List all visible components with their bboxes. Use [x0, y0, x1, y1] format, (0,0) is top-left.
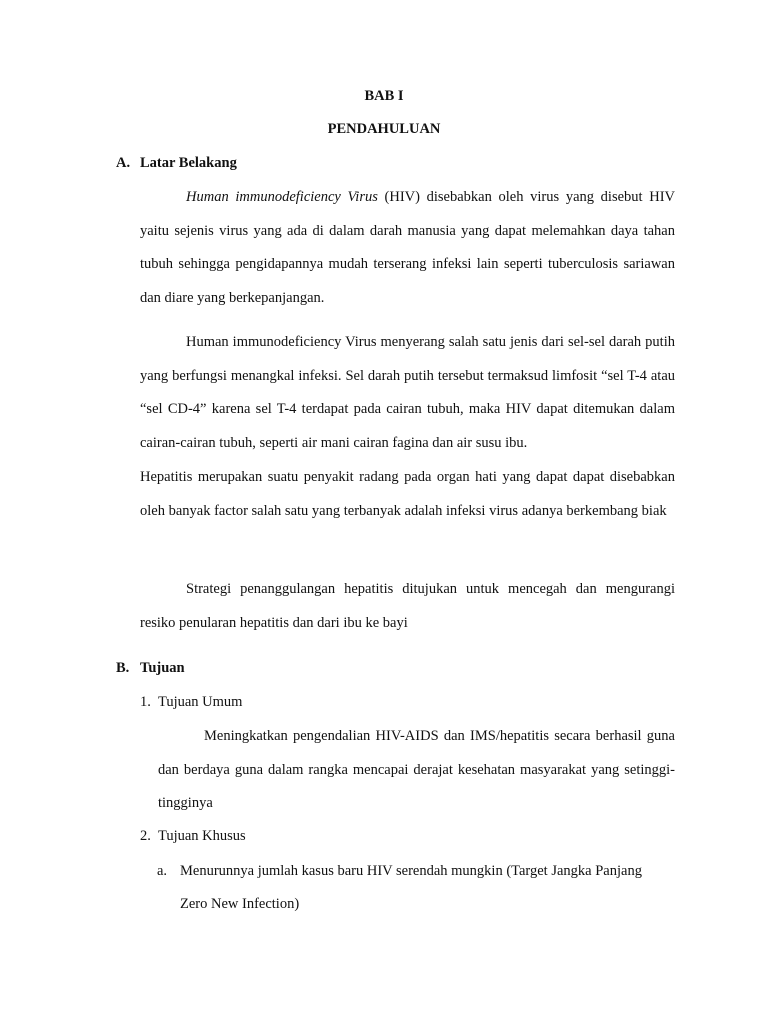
subsection-2-marker: 2.	[140, 828, 151, 844]
list-item-a-line2: Zero New Infection)	[180, 896, 300, 912]
subsection-2-heading	[140, 828, 246, 845]
paragraph-hiv-italic-term: Human immunodeficiency Virus	[186, 189, 378, 205]
chapter-subtitle: PENDAHULUAN	[327, 121, 441, 137]
section-a-heading	[116, 155, 237, 172]
subsection-2-title: Tujuan Khusus	[158, 828, 246, 844]
paragraph-general-goal: Meningkatkan pengendalian HIV-AIDS dan IMS/hepatitis secara berhasil guna dan berdaya guna dalam rangka mencapai derajat kesehatan masyarakat yang setinggi-tingginya	[158, 728, 675, 812]
subsection-1-title: Tujuan Umum	[158, 694, 243, 710]
paragraph-hiv-attack: Human immunodeficiency Virus menyerang salah satu jenis dari sel-sel darah putih yang berfungsi menangkal infeksi. Sel darah putih tersebut termaksud limfosit “sel T-4 atau “sel CD-4” karena sel T-4 terdapat pada cairan tubuh, maka HIV dapat ditemukan dalam cairan-cairan tubuh, seperti air mani cairan fagina dan air susu ibu.	[140, 334, 675, 451]
list-item-a-marker: a.	[157, 863, 168, 879]
section-b-heading	[116, 660, 185, 677]
list-item-a-line1: Menurunnya jumlah kasus baru HIV serendah mungkin (Target Jangka Panjang	[180, 863, 642, 879]
paragraph-strategy: Strategi penanggulangan hepatitis ditujukan untuk mencegah dan mengurangi resiko penularan hepatitis dan dari ibu ke bayi	[140, 581, 675, 631]
paragraph-hepatitis: Hepatitis merupakan suatu penyakit radang pada organ hati yang dapat dapat disebabkan oleh banyak factor salah satu yang terbanyak adalah infeksi virus adanya berkembang biak	[140, 469, 675, 519]
chapter-title: BAB I	[364, 88, 404, 104]
section-b-marker: B.	[116, 660, 130, 676]
subsection-1-heading	[140, 694, 242, 711]
paragraph-hiv-definition-text: (HIV) disebabkan oleh virus yang disebut HIV yaitu sejenis virus yang ada di dalam darah manusia yang dapat melemahkan daya tahan tubuh sehingga pengidapannya mudah terserang infeksi lain seperti tuberculosis sariawan dan diare yang berkepanjangan.	[140, 189, 675, 306]
section-b-title: Tujuan	[140, 660, 185, 676]
paragraph-hiv-definition	[140, 181, 675, 315]
section-a-marker: A.	[116, 155, 131, 171]
section-a-title: Latar Belakang	[140, 155, 237, 171]
list-item-a	[157, 855, 677, 921]
subsection-1-marker: 1.	[140, 694, 151, 710]
